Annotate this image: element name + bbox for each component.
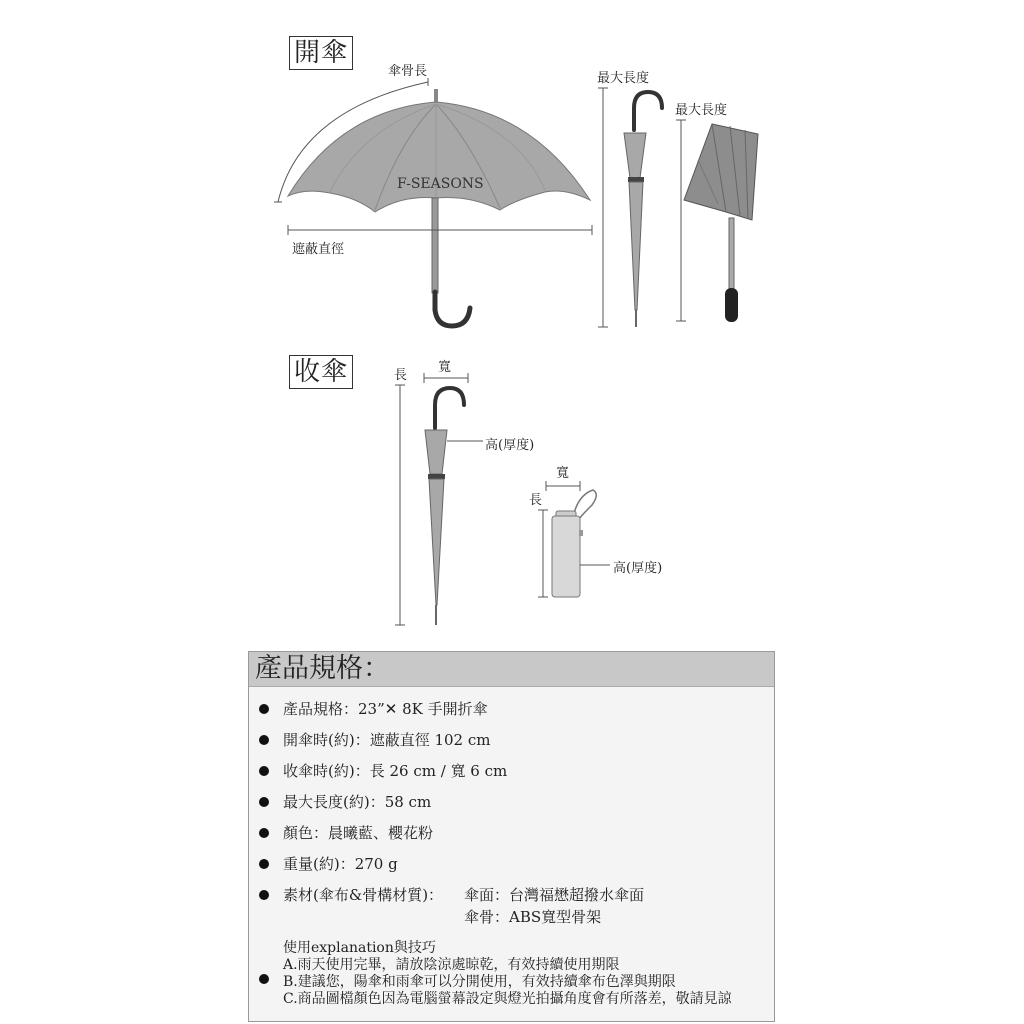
- tips-line-b: B.建議您，陽傘和雨傘可以分開使用，有效持續傘布色澤與期限: [283, 974, 676, 990]
- long-height-label: 高(厚度): [485, 438, 535, 453]
- spec-item-weight: 重量(約)：270 g: [283, 855, 398, 873]
- open-umbrella: [288, 89, 590, 326]
- spec-item-colors: 顏色：晨曦藍、櫻花粉: [283, 824, 434, 842]
- bullet-icon: [259, 974, 269, 984]
- open-canopy: [288, 102, 590, 212]
- long-length-label: 長: [394, 368, 408, 383]
- bullet-icon: [259, 890, 269, 900]
- folded-width-label: 寬: [556, 466, 570, 481]
- closed-section-label: 收傘: [289, 355, 353, 389]
- spec-item-model: 產品規格：23”✕ 8K 手開折傘: [283, 700, 488, 718]
- closed-long-umbrella: [425, 388, 464, 625]
- spec-item-closed-size: 收傘時(約)：長 26 cm / 寬 6 cm: [283, 762, 508, 780]
- specs-title: 產品規格：: [249, 652, 774, 687]
- long-width-label: 寬: [438, 360, 452, 375]
- folding-umbrella-extended: [684, 124, 758, 322]
- bullet-icon: [259, 797, 269, 807]
- spec-item-material-canopy: 傘面：台灣福懋超撥水傘面: [464, 886, 645, 904]
- bullet-icon: [259, 828, 269, 838]
- bullet-icon: [259, 766, 269, 776]
- rib-length-label: 傘骨長: [388, 64, 428, 79]
- max-length-label-2: 最大長度: [675, 103, 728, 118]
- tips-line-c: C.商品圖檔顏色因為電腦螢幕設定與燈光拍攝角度會有所落差，敬請見諒: [283, 991, 732, 1007]
- diameter-label: 遮蔽直徑: [292, 242, 345, 257]
- max-length-label-1: 最大長度: [597, 71, 650, 86]
- tips-title: 使用explanation與技巧: [283, 940, 436, 956]
- folded-length-label: 長: [529, 493, 543, 508]
- folded-height-label: 高(厚度): [613, 561, 663, 576]
- open-section-label: 開傘: [289, 36, 353, 70]
- bullet-icon: [259, 735, 269, 745]
- spec-item-material-frame: 傘骨：ABS寬型骨架: [464, 908, 602, 926]
- tips-line-a: A.雨天使用完畢，請放陰涼處晾乾，有效持續使用期限: [283, 957, 620, 973]
- bullet-icon: [259, 859, 269, 869]
- open-handle: [435, 292, 470, 326]
- folded-compact-umbrella: [552, 490, 596, 597]
- spec-item-open-size: 開傘時(約)：遮蔽直徑 102 cm: [283, 731, 491, 749]
- bullet-icon: [259, 704, 269, 714]
- spec-item-max-length: 最大長度(約)：58 cm: [283, 793, 432, 811]
- specs-panel: [248, 651, 775, 1022]
- furled-umbrella-side: [624, 92, 662, 327]
- brand-text: F-SEASONS: [397, 176, 484, 192]
- spec-item-material-label: 素材(傘布&骨構材質)：: [283, 886, 444, 904]
